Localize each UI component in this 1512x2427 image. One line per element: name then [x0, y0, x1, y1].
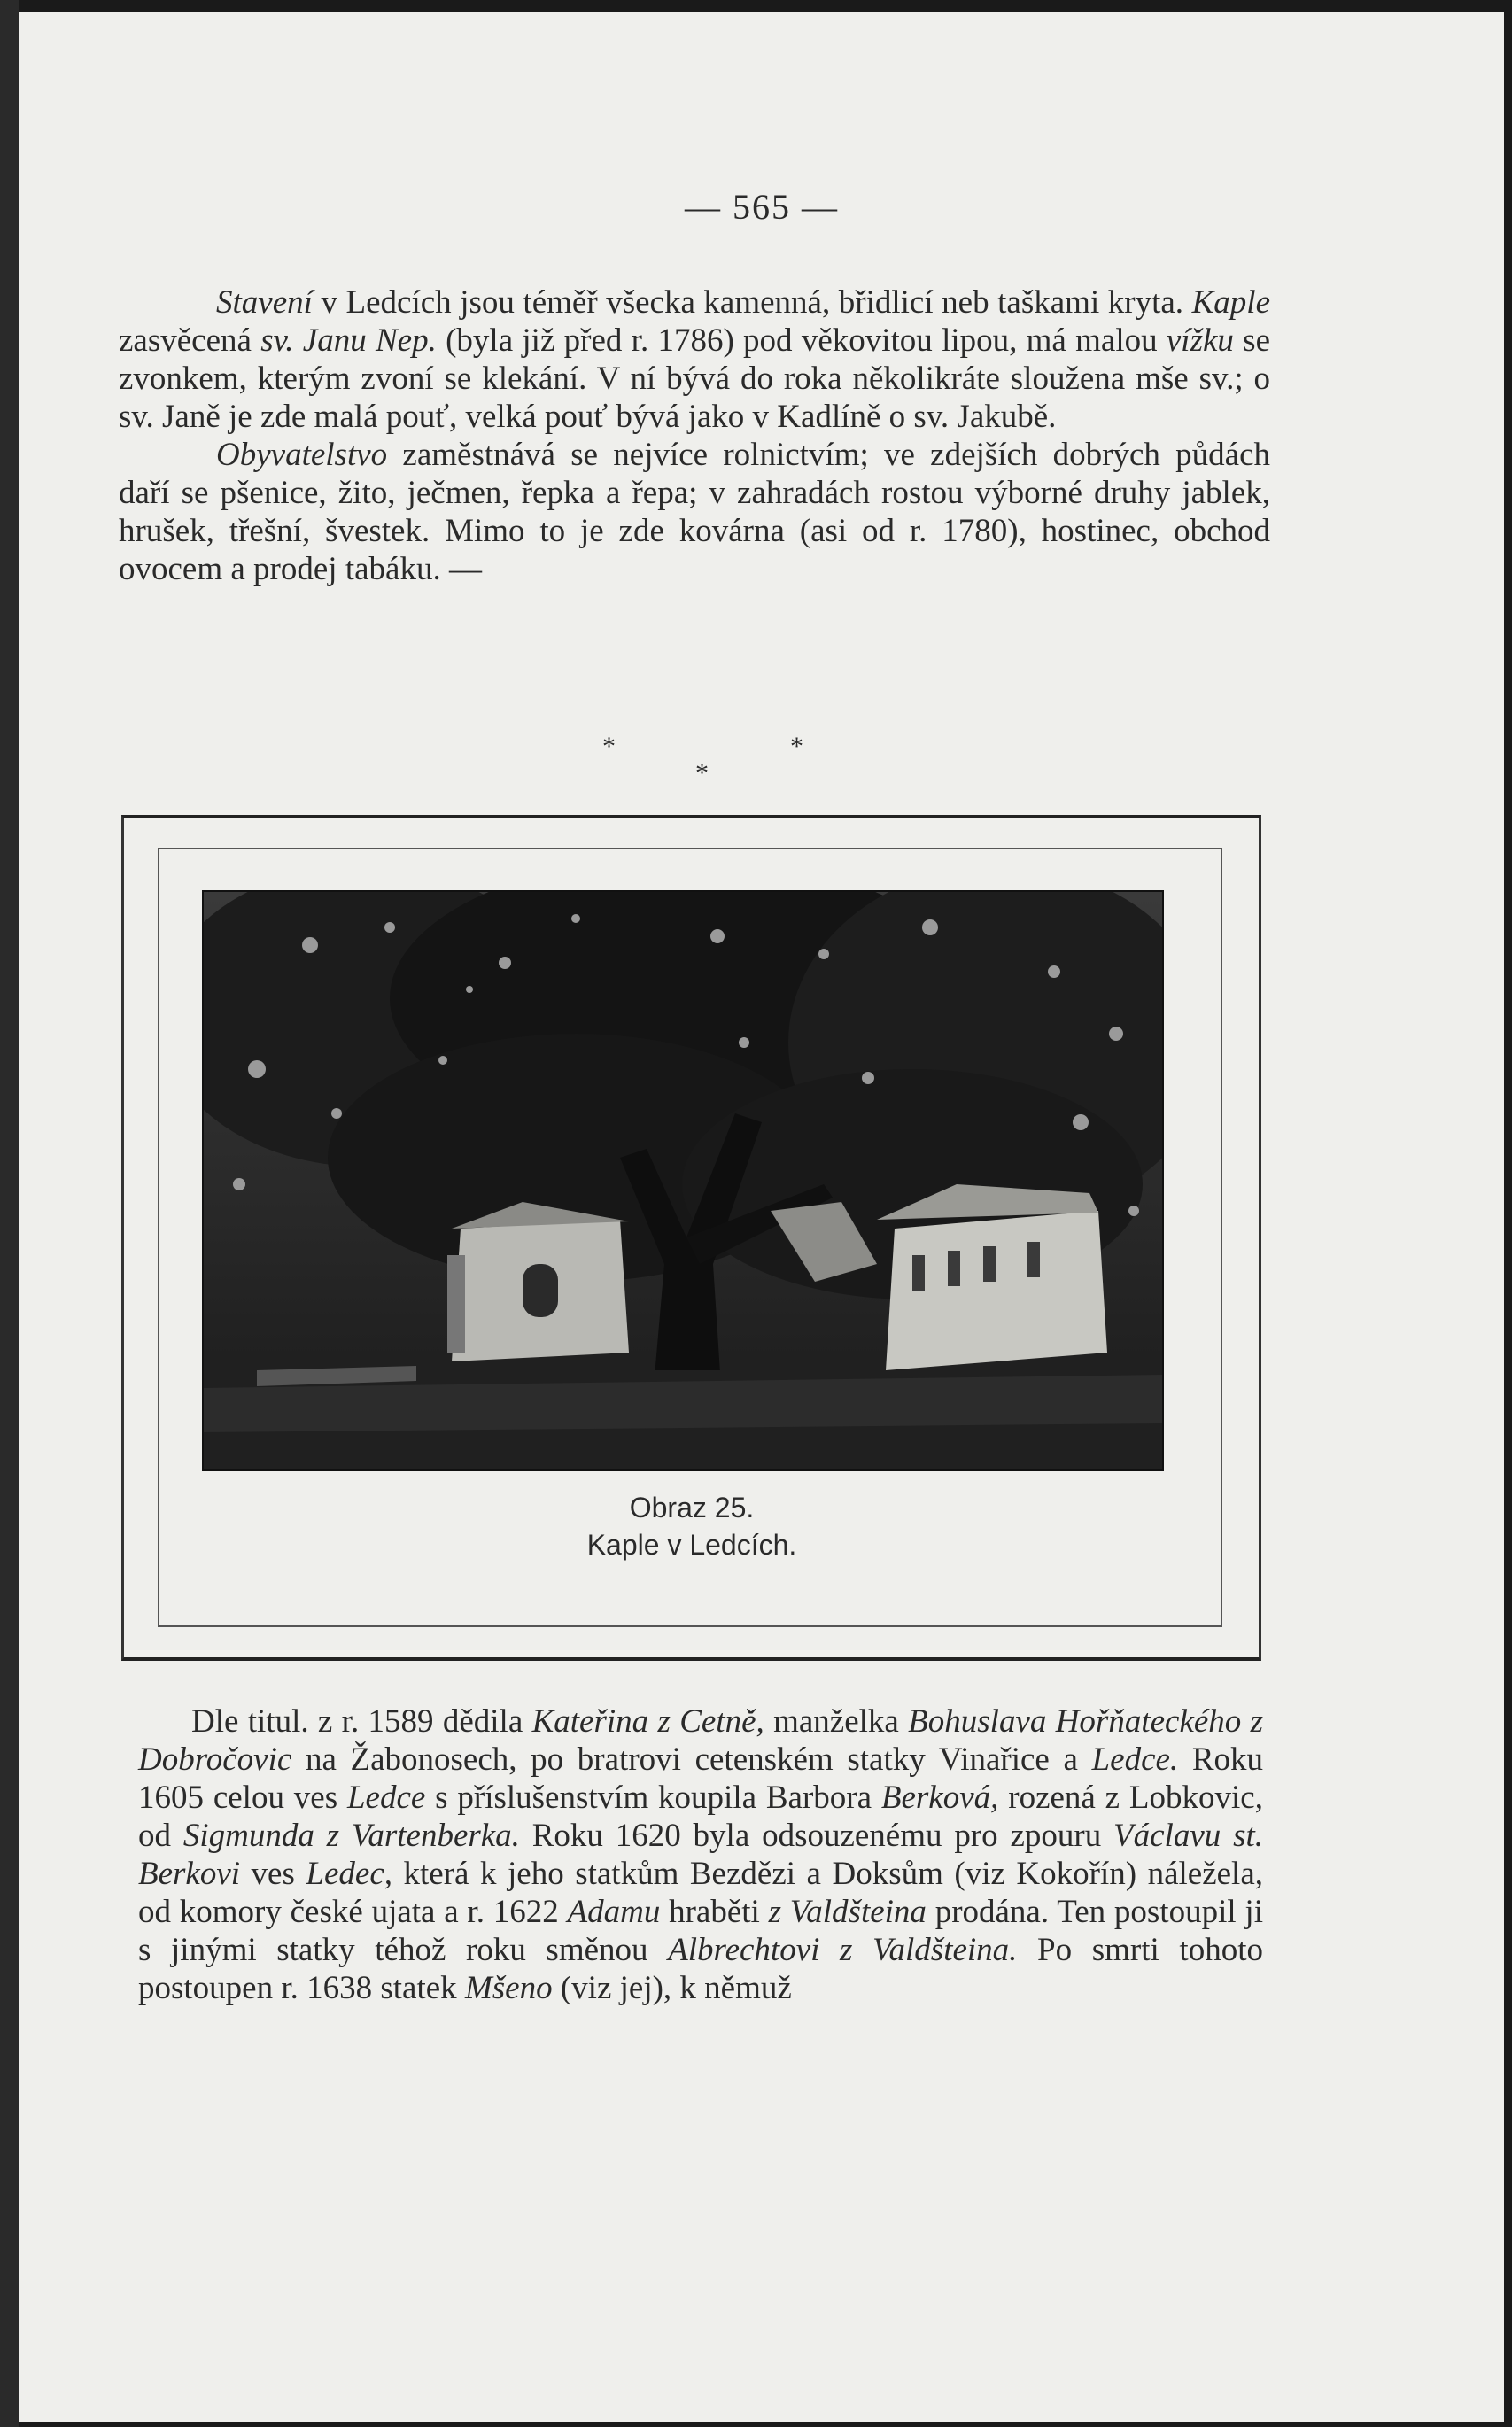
- text-run: manželka: [764, 1703, 909, 1740]
- book-page: [19, 12, 1504, 2422]
- text-run: Roku 1605 celou ves: [138, 1741, 1263, 1816]
- italic-term: Berková,: [880, 1780, 999, 1816]
- text-run: prodána. Ten postoupil ji s jinými statky téhož roku směnou: [138, 1894, 1263, 1968]
- italic-term: vížku: [1166, 322, 1234, 359]
- text-block-top: [119, 283, 1270, 588]
- figure-label: Obraz 25.: [629, 1492, 755, 1524]
- section-divider-asterisks: [569, 732, 834, 794]
- italic-term: Sigmunda z Vartenberka.: [182, 1818, 520, 1854]
- italic-term: Kaple: [1191, 284, 1270, 321]
- chapel-photograph: [202, 890, 1164, 1471]
- italic-term: Ledec,: [306, 1856, 393, 1892]
- text-run: (viz jej), k němuž: [552, 1970, 792, 2006]
- text-run: s příslušenstvím koupila Barbora: [425, 1780, 881, 1816]
- figure-title: Kaple v Ledcích.: [586, 1529, 797, 1561]
- italic-term: Ledce.: [1091, 1741, 1179, 1778]
- text-run: zasvěcená: [119, 322, 261, 359]
- paragraph-population: [119, 436, 1270, 588]
- italic-term: Obyvatelstvo: [216, 437, 388, 473]
- italic-term: Stavení: [216, 284, 313, 321]
- text-run: Roku 1620 byla odsouzenému pro zpouru: [519, 1818, 1114, 1854]
- text-run: hraběti: [660, 1894, 769, 1930]
- paragraph-history: [138, 1702, 1263, 2007]
- figure-inner-frame: [158, 848, 1222, 1627]
- text-block-bottom: [138, 1702, 1263, 2007]
- text-run: zaměstnává se nejvíce rolnictvím; ve zdejších dobrých půdách daří se pšenice, žito, ječmen, řepka a řepa; v zahradách rostou výborné druhy jablek, hrušek, třešní, švestek. Mimo to je zde kovárna (asi od r. 1780), hostinec, obchod ovocem a prodej tabáku. —: [119, 437, 1270, 587]
- italic-term: Kateřina z Cetně,: [531, 1703, 764, 1740]
- text-run: v Ledcích jsou téměř všecka kamenná, břidlicí neb taškami kryta.: [312, 284, 1192, 321]
- italic-term: sv. Janu Nep.: [260, 322, 437, 359]
- asterisk: *: [695, 758, 709, 787]
- italic-term: Ledce: [346, 1780, 426, 1816]
- text-run: Po smrti tohoto postoupen r. 1638 statek: [138, 1932, 1263, 2006]
- italic-term: Albrechtovi z Valdšteina.: [668, 1932, 1018, 1968]
- text-run: Dle titul. z r. 1589 dědila: [191, 1703, 532, 1740]
- text-run: ves: [240, 1856, 306, 1892]
- text-run: (byla již před r. 1786) pod věkovitou lipou, má malou: [436, 322, 1167, 359]
- figure-frame: [121, 815, 1261, 1661]
- paragraph-buildings: [119, 283, 1270, 436]
- asterisk: *: [602, 732, 616, 761]
- italic-term: Adamu: [567, 1894, 661, 1930]
- italic-term: Mšeno: [464, 1970, 553, 2006]
- page-number: — 565 —: [685, 187, 839, 227]
- chapel-photo-image: [204, 892, 1162, 1469]
- text-run: na Žabonosech, po bratrovi cetenském statky Vinařice a: [291, 1741, 1092, 1778]
- text-run: se zvonkem, kterým zvoní se klekání. V ní bývá do roka několikráte sloužena mše sv.; o sv. Janě je zde malá pouť, velká pouť bývá jako v Kadlíně o sv. Jakubě.: [119, 322, 1270, 435]
- asterisk: *: [790, 732, 803, 761]
- italic-term: Bohuslava Hořňateckého z Dobročovic: [138, 1703, 1264, 1778]
- italic-term: Václavu st. Berkovi: [138, 1818, 1263, 1892]
- page-edge-shadow: [0, 0, 19, 2427]
- text-run: rozená z Lobkovic, od: [138, 1780, 1263, 1854]
- italic-term: z Valdšteina: [768, 1894, 927, 1930]
- text-run: která k jeho statkům Bezdězi a Doksům (viz Kokořín) náležela, od komory české ujata a r. 1622: [138, 1856, 1263, 1930]
